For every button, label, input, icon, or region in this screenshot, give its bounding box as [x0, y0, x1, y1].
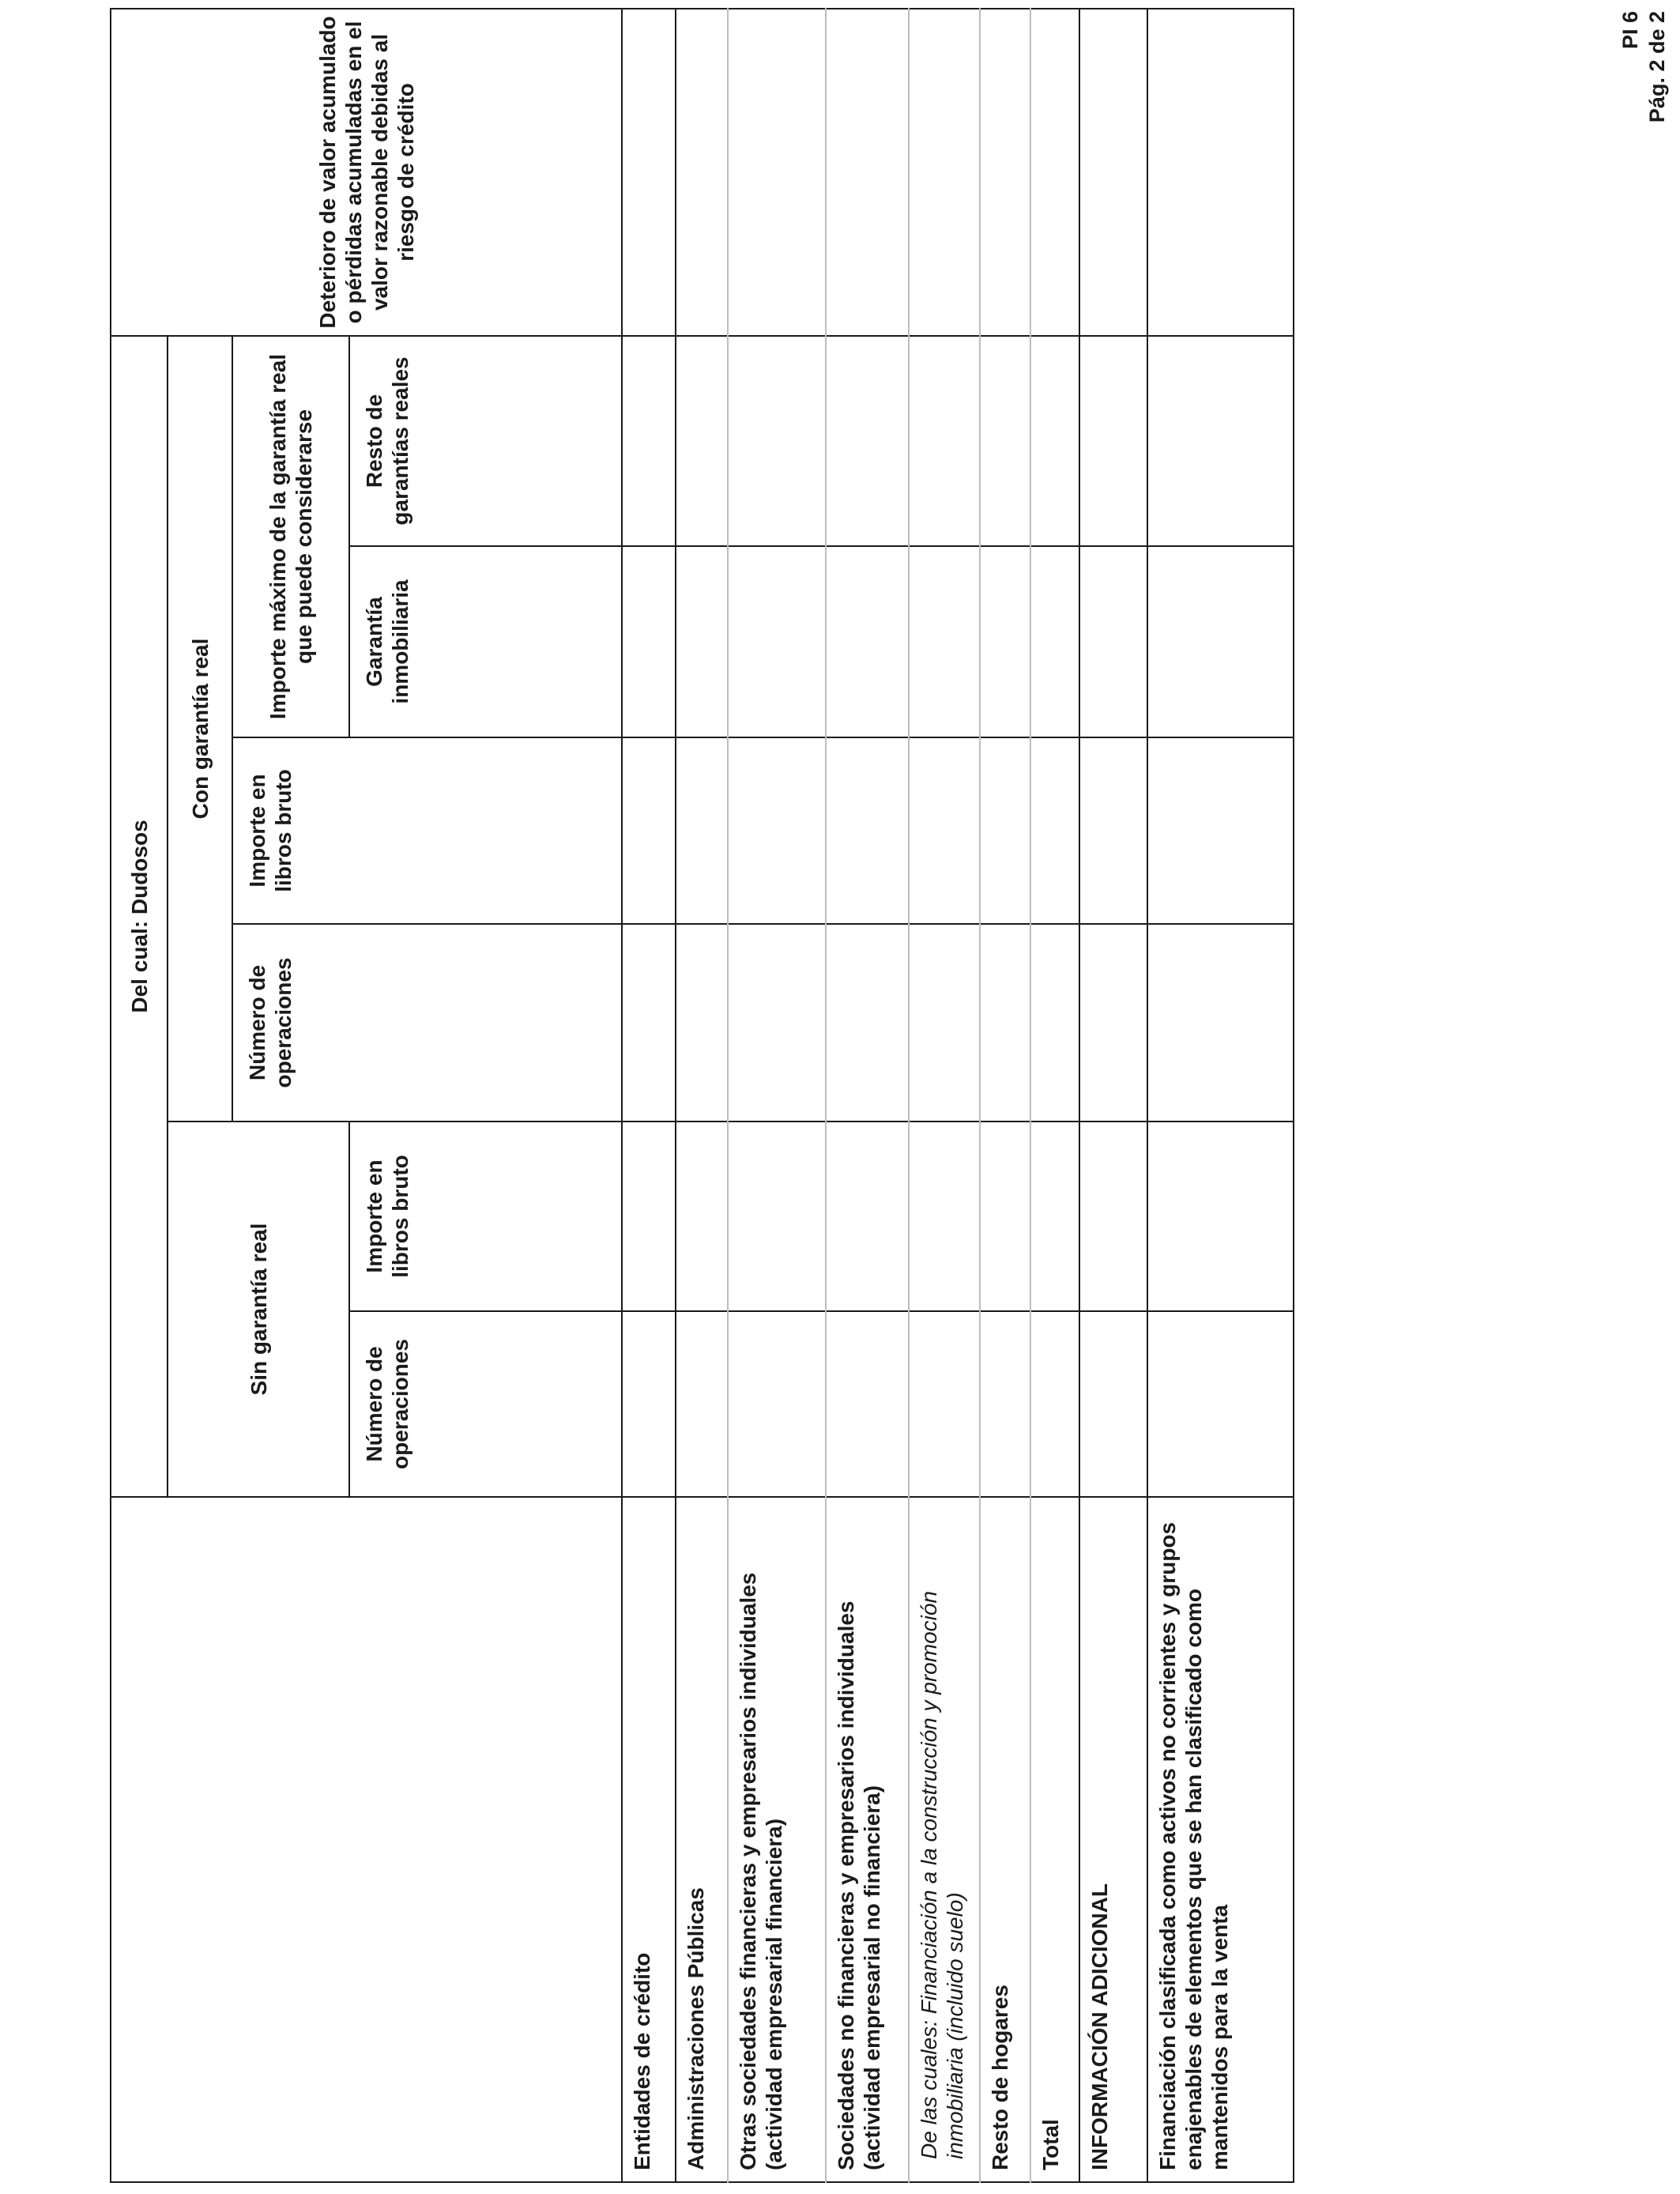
- header-deterioro: Deterioro de valor acumulado o pérdidas acumuladas en el valor razonable debidas al riesgo de crédito: [111, 9, 622, 336]
- value-cell[interactable]: [826, 924, 909, 1122]
- value-cell[interactable]: [980, 1122, 1030, 1311]
- page-header: [1617, 11, 1680, 145]
- value-cell[interactable]: [980, 9, 1030, 336]
- row-label-construccion: De las cuales: Financiación a la construcción y promoción inmobiliaria (incluido suelo): [909, 1497, 980, 2182]
- value-cell[interactable]: [728, 1311, 826, 1497]
- row-label-otras-sociedades: Otras sociedades financieras y empresarios individuales (actividad empresarial financiera): [728, 1497, 826, 2182]
- value-cell[interactable]: [1147, 546, 1294, 737]
- value-cell[interactable]: [622, 9, 676, 336]
- value-cell[interactable]: [622, 1311, 676, 1497]
- row-label-sociedades-no-financieras: Sociedades no financieras y empresarios individuales (actividad empresarial no financiera): [826, 1497, 909, 2182]
- value-cell[interactable]: [1079, 9, 1147, 336]
- value-cell[interactable]: [728, 924, 826, 1122]
- form-code: PI 6: [1618, 11, 1642, 50]
- value-cell[interactable]: [980, 336, 1030, 546]
- value-cell[interactable]: [1030, 1122, 1079, 1311]
- value-cell[interactable]: [826, 546, 909, 737]
- value-cell[interactable]: [909, 9, 980, 336]
- header-con-garantia: Con garantía real: [168, 336, 232, 1122]
- value-cell[interactable]: [676, 546, 728, 737]
- row-label-administraciones: Administraciones Públicas: [676, 1497, 728, 2182]
- dudosos-table: [110, 8, 1294, 2183]
- value-cell[interactable]: [676, 737, 728, 924]
- row-label-resto-hogares: Resto de hogares: [980, 1497, 1030, 2182]
- value-cell[interactable]: [1147, 924, 1294, 1122]
- header-garantia-inmobiliaria: Garantía inmobiliaria: [349, 546, 622, 737]
- value-cell[interactable]: [1147, 336, 1294, 546]
- value-cell[interactable]: [826, 737, 909, 924]
- header-sin-num-operaciones: Número de operaciones: [349, 1311, 622, 1497]
- header-dudosos: Del cual: Dudosos: [111, 336, 168, 1497]
- value-cell[interactable]: [826, 336, 909, 546]
- value-cell[interactable]: [1147, 737, 1294, 924]
- value-cell[interactable]: [622, 924, 676, 1122]
- value-cell[interactable]: [909, 1122, 980, 1311]
- value-cell[interactable]: [622, 737, 676, 924]
- value-cell[interactable]: [980, 1311, 1030, 1497]
- value-cell[interactable]: [909, 336, 980, 546]
- value-cell[interactable]: [1079, 336, 1147, 546]
- value-cell[interactable]: [909, 546, 980, 737]
- header-con-importe-libros: Importe en libros bruto: [232, 737, 622, 924]
- value-cell[interactable]: [622, 1122, 676, 1311]
- value-cell[interactable]: [826, 1311, 909, 1497]
- value-cell[interactable]: [1030, 1311, 1079, 1497]
- header-con-num-operaciones: Número de operaciones: [232, 924, 622, 1122]
- row-label-total: Total: [1030, 1497, 1079, 2182]
- value-cell[interactable]: [1079, 546, 1147, 737]
- corner-cell: [111, 1497, 622, 2182]
- header-resto-garantias: Resto de garantías reales: [349, 336, 622, 546]
- value-cell[interactable]: [980, 737, 1030, 924]
- header-sin-importe-libros: Importe en libros bruto: [349, 1122, 622, 1311]
- value-cell[interactable]: [728, 546, 826, 737]
- value-cell[interactable]: [909, 924, 980, 1122]
- header-sin-garantia: Sin garantía real: [168, 1122, 349, 1497]
- value-cell[interactable]: [622, 336, 676, 546]
- value-cell[interactable]: [676, 9, 728, 336]
- value-cell[interactable]: [1030, 546, 1079, 737]
- value-cell[interactable]: [676, 1311, 728, 1497]
- value-cell[interactable]: [1147, 1311, 1294, 1497]
- value-cell[interactable]: [728, 9, 826, 336]
- value-cell[interactable]: [676, 1122, 728, 1311]
- value-cell[interactable]: [1079, 1122, 1147, 1311]
- value-cell[interactable]: [728, 1122, 826, 1311]
- value-cell[interactable]: [728, 737, 826, 924]
- value-cell[interactable]: [1030, 9, 1079, 336]
- row-label-entidades-credito: Entidades de crédito: [622, 1497, 676, 2182]
- value-cell[interactable]: [826, 9, 909, 336]
- value-cell[interactable]: [1079, 924, 1147, 1122]
- value-cell[interactable]: [1147, 1122, 1294, 1311]
- value-cell[interactable]: [676, 336, 728, 546]
- value-cell[interactable]: [909, 1311, 980, 1497]
- value-cell[interactable]: [909, 737, 980, 924]
- value-cell[interactable]: [1030, 924, 1079, 1122]
- row-label-informacion-adicional: INFORMACIÓN ADICIONAL: [1079, 1497, 1147, 2182]
- value-cell[interactable]: [1079, 1311, 1147, 1497]
- value-cell[interactable]: [1147, 9, 1294, 336]
- value-cell[interactable]: [1079, 737, 1147, 924]
- value-cell[interactable]: [728, 336, 826, 546]
- value-cell[interactable]: [1030, 737, 1079, 924]
- value-cell[interactable]: [980, 546, 1030, 737]
- row-label-financiacion-venta: Financiación clasificada como activos no corrientes y grupos enajenables de elementos que se han clasificado como mantenidos para la venta: [1147, 1497, 1294, 2182]
- value-cell[interactable]: [622, 546, 676, 737]
- value-cell[interactable]: [980, 924, 1030, 1122]
- value-cell[interactable]: [676, 924, 728, 1122]
- value-cell[interactable]: [826, 1122, 909, 1311]
- rotated-table-wrapper: [110, 9, 1293, 2183]
- page-number: Pág. 2 de 2: [1645, 11, 1669, 123]
- value-cell[interactable]: [1030, 336, 1079, 546]
- header-importe-maximo: Importe máximo de la garantía real que puede considerarse: [232, 336, 349, 737]
